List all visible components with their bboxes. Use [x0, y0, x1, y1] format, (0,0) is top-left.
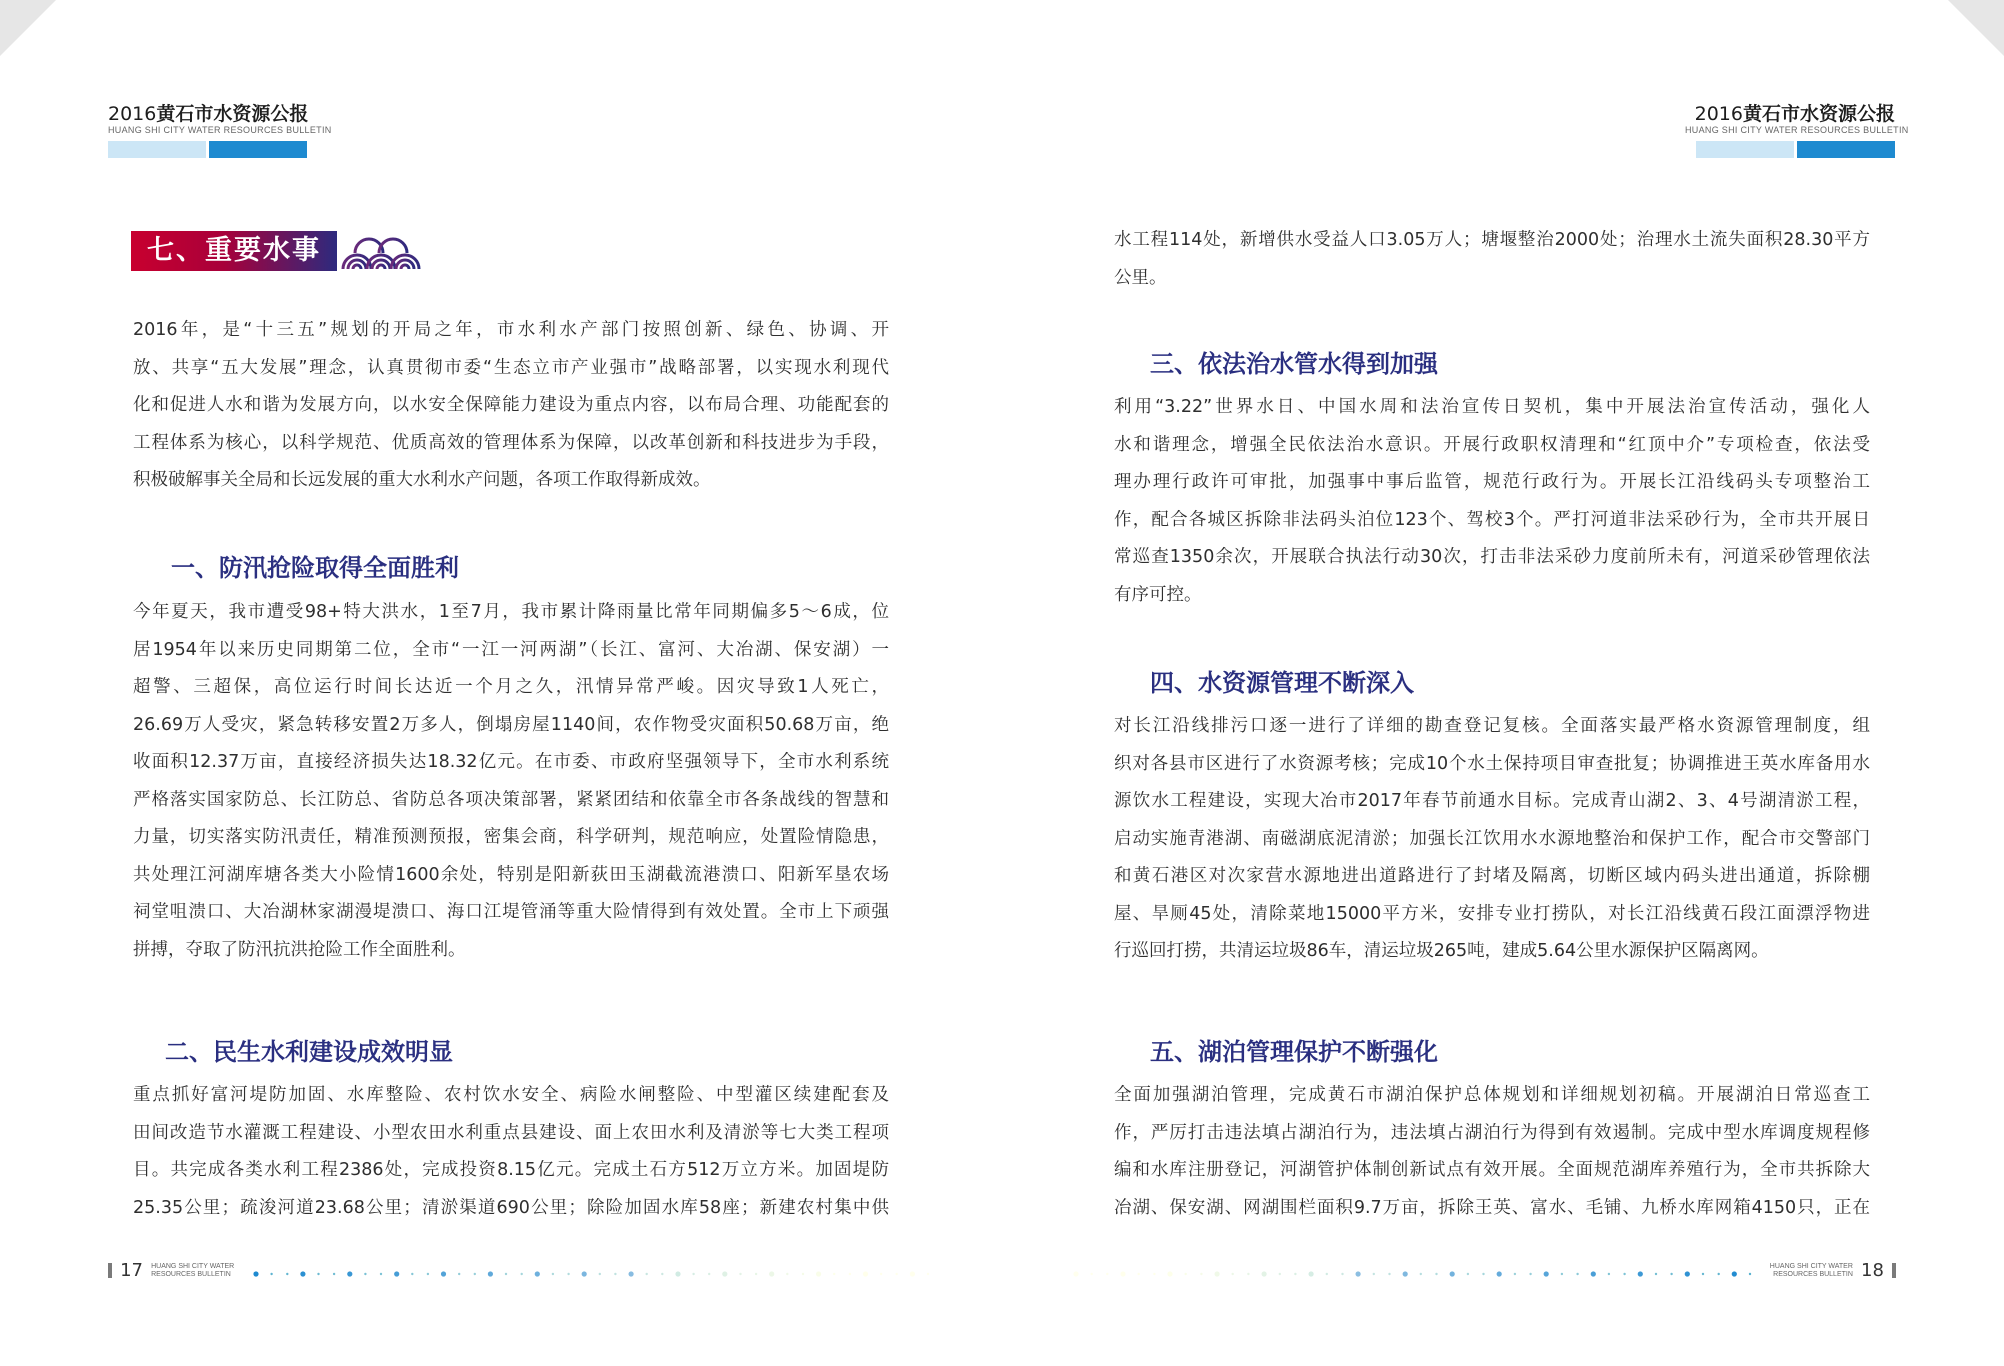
footer-dot	[1670, 1273, 1672, 1275]
footer-subtitle	[1770, 1263, 1853, 1279]
footer-dot	[317, 1273, 319, 1275]
section-5-body	[1114, 1077, 1870, 1227]
footer-dot	[1356, 1271, 1361, 1276]
text-line: 收面积12.37万亩，直接经济损失达18.32亿元。在市委、市政府坚强领导下，全市水利系统	[133, 752, 889, 772]
page-corner-fold	[0, 0, 56, 56]
footer-dot	[1591, 1271, 1596, 1276]
text-line: 织对各县市区进行了水资源考核；完成10个水土保持项目审查批复；协调推进王英水库备用水	[1114, 753, 1870, 774]
footer-dot	[1608, 1273, 1610, 1275]
text-line: 居1954年以来历史同期第二位，全市“一江一河两湖”（长江、富河、大冶湖、保安湖）一	[133, 639, 889, 660]
footer-dot	[427, 1273, 429, 1275]
header-title	[108, 103, 318, 125]
text-line: 重点抓好富河堤防加固、水库整险、农村饮水安全、病险水闸整险、中型灌区续建配套及	[133, 1085, 889, 1105]
footer-dot-line	[1072, 1271, 1754, 1277]
text-line: 行巡回打捞，共清运垃圾86车，清运垃圾265吨，建成5.64公里水源保护区隔离网。	[1114, 941, 1769, 961]
header-year: 2016	[1694, 103, 1743, 125]
footer-dot	[1106, 1273, 1108, 1275]
section-title-1: 一、防汛抢险取得全面胜利	[171, 554, 459, 582]
footer-dot	[300, 1271, 305, 1276]
footer-dot	[1091, 1273, 1093, 1275]
text-line: 冶湖、保安湖、网湖围栏面积9.7万亩，拆除王英、富水、毛铺、九桥水库网箱4150只，正在	[1114, 1197, 1870, 1218]
footer-dot	[535, 1271, 540, 1276]
footer-dot	[849, 1273, 851, 1275]
footer-dot	[411, 1273, 413, 1275]
header-year: 2016	[108, 103, 157, 125]
page-number-bar	[1892, 1263, 1896, 1278]
text-line: 编和水库注册登记，河湖管护体制创新试点有效开展。全面规范湖库养殖行为，全市共拆除大	[1114, 1160, 1870, 1180]
footer-dot	[692, 1273, 694, 1275]
footer-dot	[1561, 1273, 1563, 1275]
right-header	[1685, 103, 1909, 158]
footer-dot	[1200, 1273, 1202, 1275]
text-line: 理办理行政许可审批，加强事中事后监管，规范行政行为。开展长江沿线码头专项整治工	[1114, 472, 1870, 492]
footer-dot	[896, 1273, 898, 1275]
footer-dot-line	[252, 1271, 932, 1277]
continued-paragraph	[1114, 222, 1870, 297]
chapter-heading	[131, 231, 421, 271]
right-footer	[1770, 1260, 1896, 1280]
text-line: 积极破解事关全局和长远发展的重大水利水产问题，各项工作取得新成效。	[133, 470, 711, 490]
footer-dot	[286, 1273, 288, 1275]
text-line: 拼搏，夺取了防汛抗洪抢险工作全面胜利。	[133, 939, 466, 960]
intro-paragraph	[133, 312, 889, 500]
footer-dot	[1655, 1273, 1657, 1275]
footer-dot	[1482, 1273, 1484, 1275]
header-bar-light	[1696, 141, 1794, 158]
footer-dot	[833, 1273, 835, 1275]
text-line: 源饮水工程建设，实现大冶市2017年春节前通水目标。完成青山湖2、3、4号湖清淤工程，	[1114, 791, 1870, 811]
footer-dot	[1467, 1273, 1469, 1275]
footer-dot	[769, 1271, 774, 1276]
footer-dot	[708, 1273, 710, 1275]
footer-dot	[910, 1271, 915, 1276]
footer-sub-line2: RESOURCES BULLETIN	[1773, 1270, 1853, 1278]
footer-dot	[722, 1271, 727, 1276]
footer-dot	[661, 1273, 663, 1275]
footer-dot	[599, 1273, 601, 1275]
footer-dot	[1544, 1271, 1549, 1276]
footer-dot	[614, 1273, 616, 1275]
header-color-bars	[1685, 141, 1895, 158]
text-line: 常巡查1350余次，开展联合执法行动30次，打击非法采砂力度前所未有，河道采砂管理依法	[1114, 547, 1870, 567]
footer-dot	[816, 1271, 821, 1276]
text-line: 公里。	[1114, 267, 1167, 288]
footer-dot	[629, 1271, 634, 1276]
text-line: 26.69万人受灾，紧急转移安置2万多人，倒塌房屋1140间，农作物受灾面积50.68万亩，绝	[133, 714, 889, 735]
footer-sub-line1: HUANG SHI CITY WATER	[1769, 1262, 1853, 1270]
footer-dot	[441, 1271, 446, 1276]
footer-dot	[1702, 1273, 1704, 1275]
text-line: 水工程114处，新增供水受益人口3.05万人；塘堰整治2000处；治理水土流失面积28.30平方	[1114, 230, 1870, 250]
footer-dot	[380, 1273, 382, 1275]
left-header	[108, 103, 332, 158]
text-line: 屋、旱厕45处，清除菜地15000平方米，安排专业打捞队，对长江沿线黄石段江面漂浮物进	[1114, 903, 1870, 924]
section-title-3: 三、依法治水管水得到加强	[1150, 350, 1438, 378]
footer-dot	[488, 1271, 493, 1276]
footer-dot	[1073, 1271, 1078, 1276]
header-bar-dark	[1797, 141, 1895, 158]
footer-dot	[505, 1273, 507, 1275]
text-line: 祠堂咀溃口、大冶湖林家湖漫堤溃口、海口江堤管涌等重大险情得到有效处置。全市上下顽强	[133, 902, 889, 922]
footer-dot	[1732, 1271, 1737, 1276]
header-color-bars	[108, 141, 318, 158]
section-title-2: 二、民生水利建设成效明显	[165, 1038, 453, 1066]
text-line: 超警、三超保，高位运行时间长达近一个月之久，汛情异常严峻。因灾导致1人死亡，	[133, 677, 889, 697]
header-bar-dark	[209, 141, 307, 158]
footer-dot	[1497, 1271, 1502, 1276]
footer-sub-line1: HUANG SHI CITY WATER	[151, 1262, 235, 1270]
text-line: 利用“3.22”世界水日、中国水周和法治宣传日契机，集中开展法治宣传活动，强化人	[1114, 397, 1870, 417]
footer-dot	[1623, 1273, 1625, 1275]
footer-dot	[1167, 1271, 1172, 1276]
text-line: 放、共享“五大发展”理念，认真贯彻市委“生态立市产业强市”战略部署，以实现水利现代	[133, 357, 889, 378]
text-line: 作，配合各城区拆除非法码头泊位123个、驾校3个。严打河道非法采砂行为，全市共开展日	[1114, 509, 1870, 530]
header-title-cn: 黄石市水资源公报	[156, 103, 309, 125]
section-title-4: 四、水资源管理不断深入	[1150, 669, 1414, 697]
page-number-bar	[108, 1263, 112, 1278]
text-line: 启动实施青港湖、南磁湖底泥清淤；加强长江饮用水水源地整治和保护工作，配合市交警部门	[1114, 828, 1870, 849]
footer-dot	[1138, 1273, 1140, 1275]
footer-dot	[1514, 1273, 1516, 1275]
footer-dot	[1749, 1273, 1751, 1275]
footer-dot	[739, 1273, 741, 1275]
footer-dot	[927, 1273, 929, 1275]
text-line: 水和谐理念，增强全民依法治水意识。开展行政职权清理和“红顶中介”专项检查，依法受	[1114, 434, 1870, 455]
footer-dot	[347, 1271, 352, 1276]
footer-dot	[552, 1273, 554, 1275]
footer-dot	[1341, 1273, 1343, 1275]
footer-dot	[1232, 1273, 1234, 1275]
page-number: 17	[120, 1260, 143, 1281]
footer-dot	[646, 1273, 648, 1275]
footer-dot	[521, 1273, 523, 1275]
text-line: 2016年，是“十三五”规划的开局之年，市水利水产部门按照创新、绿色、协调、开	[133, 320, 889, 340]
header-subtitle: HUANG SHI CITY WATER RESOURCES BULLETIN	[1685, 125, 1909, 135]
text-line: 严格落实国家防总、长江防总、省防总各项决策部署，紧紧团结和依靠全市各条战线的智慧和	[133, 789, 889, 810]
footer-dot	[394, 1271, 399, 1276]
footer-dot	[755, 1273, 757, 1275]
footer-dot	[1576, 1273, 1578, 1275]
text-line: 有序可控。	[1114, 584, 1202, 605]
footer-dot	[1420, 1273, 1422, 1275]
text-line: 今年夏天，我市遭受98+特大洪水，1至7月，我市累计降雨量比常年同期偏多5～6成，位	[133, 602, 889, 622]
chapter-title: 七、重要水事	[131, 231, 337, 271]
section-2-body	[133, 1077, 889, 1227]
header-title-cn: 黄石市水资源公报	[1742, 103, 1895, 125]
footer-dot	[567, 1273, 569, 1275]
text-line: 力量，切实落实防汛责任，精准预测预报，密集会商，科学研判，规范响应，处置险情隐患，	[133, 827, 889, 847]
text-line: 化和促进人水和谐为发展方向，以水安全保障能力建设为重点内容，以布局合理、功能配套的	[133, 395, 889, 415]
footer-dot	[1185, 1273, 1187, 1275]
text-line: 和黄石港区对次家营水源地进出道路进行了封堵及隔离，切断区域内码头进出通道，拆除棚	[1114, 866, 1870, 886]
text-line: 共处理江河湖库塘各类大小险情1600余处，特别是阳新荻田玉湖截流港溃口、阳新军垦农场	[133, 864, 889, 885]
footer-dot	[270, 1273, 272, 1275]
text-line: 作，严厉打击违法填占湖泊行为，违法填占湖泊行为得到有效遏制。完成中型水库调度规程修	[1114, 1122, 1870, 1143]
footer-dot	[1450, 1271, 1455, 1276]
wave-icon	[339, 231, 421, 271]
header-subtitle: HUANG SHI CITY WATER RESOURCES BULLETIN	[108, 125, 332, 135]
footer-dot	[333, 1273, 335, 1275]
footer-dot	[1529, 1273, 1531, 1275]
footer-dot	[1153, 1273, 1155, 1275]
text-line: 对长江沿线排污口逐一进行了详细的勘查登记复核。全面落实最严格水资源管理制度，组	[1114, 716, 1870, 736]
footer-subtitle	[151, 1263, 234, 1279]
footer-dot	[1326, 1273, 1328, 1275]
section-3-body	[1114, 389, 1870, 614]
footer-dot	[1120, 1271, 1125, 1276]
footer-dot	[1373, 1273, 1375, 1275]
footer-dot	[474, 1273, 476, 1275]
page-corner-fold	[1948, 0, 2004, 56]
text-line: 田间改造节水灌溉工程建设、小型农田水利重点县建设、面上农田水利及清淤等七大类工程项	[133, 1122, 889, 1143]
text-line: 全面加强湖泊管理，完成黄石市湖泊保护总体规划和详细规划初稿。开展湖泊日常巡查工	[1114, 1085, 1870, 1105]
footer-dot	[1294, 1273, 1296, 1275]
section-4-body	[1114, 708, 1870, 971]
page-number: 18	[1861, 1260, 1884, 1281]
text-line: 25.35公里；疏浚河道23.68公里；清淤渠道690公里；除险加固水库58座；新建农村集中供	[133, 1197, 889, 1218]
section-1-body	[133, 594, 889, 969]
footer-dot	[458, 1273, 460, 1275]
footer-dot	[1435, 1273, 1437, 1275]
footer-dot	[1638, 1271, 1643, 1276]
footer-dot	[1247, 1273, 1249, 1275]
footer-dot	[1309, 1271, 1314, 1276]
footer-dot	[582, 1271, 587, 1276]
footer-dot	[786, 1273, 788, 1275]
footer-dot	[253, 1271, 258, 1276]
text-line: 工程体系为核心，以科学规范、优质高效的管理体系为保障，以改革创新和科技进步为手段，	[133, 432, 889, 453]
footer-dot	[802, 1273, 804, 1275]
footer-dot	[1279, 1273, 1281, 1275]
footer-dot	[1262, 1271, 1267, 1276]
header-title	[1685, 103, 1895, 125]
header-bar-light	[108, 141, 206, 158]
footer-dot	[1685, 1271, 1690, 1276]
footer-sub-line2: RESOURCES BULLETIN	[151, 1270, 231, 1278]
footer-dot	[1388, 1273, 1390, 1275]
footer-dot	[1403, 1271, 1408, 1276]
footer-dot	[364, 1273, 366, 1275]
section-title-5: 五、湖泊管理保护不断强化	[1150, 1038, 1438, 1066]
footer-dot	[880, 1273, 882, 1275]
left-footer	[108, 1260, 234, 1280]
footer-dot	[1718, 1273, 1720, 1275]
footer-dot	[863, 1271, 868, 1276]
text-line: 目。共完成各类水利工程2386处，完成投资8.15亿元。完成土石方512万立方米。加固堤防	[133, 1160, 889, 1180]
footer-dot	[1215, 1271, 1220, 1276]
footer-dot	[675, 1271, 680, 1276]
